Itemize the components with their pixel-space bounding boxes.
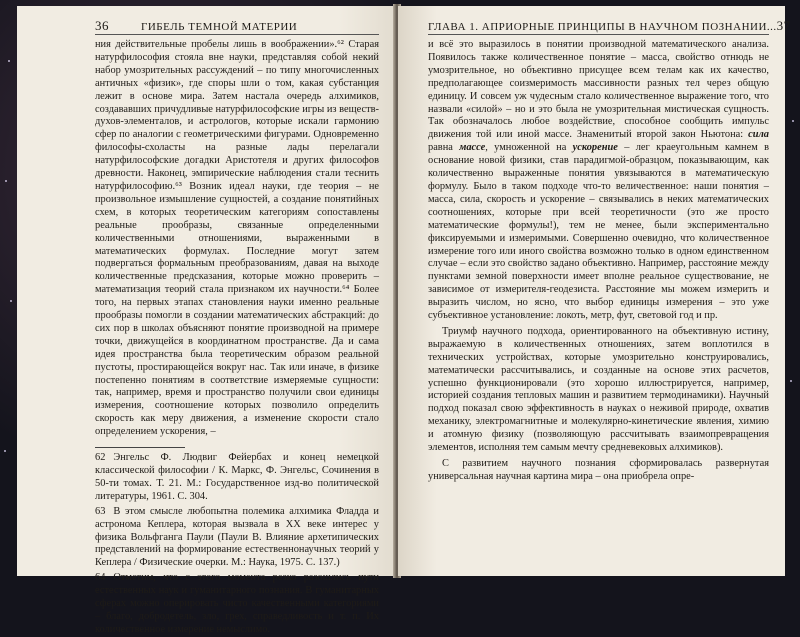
right-page [398, 6, 791, 576]
right-paragraph-2: Триумф научного подхода, ориентированного на объективную истину, выражаемую в количественных отношениях, затем воплотился в технических устройствах, которые умозрительно конструировались, математически рассчитывались, и созданные на основе этих расчетов, успешно функционировали (это хорошо иллюстрируется, например, историей создания тепловых машин и развитием термодинамики). Научный подход показал свою эффективность в науках о неживой природе, охватив механику, электромагнитные и молекулярно-кинетические явления, химию и атомную физику (позволяющую рассчитывать взаимопревращения элементов, исполняя тем самым мечту средневековых алхимиков). [428, 325, 769, 454]
left-page-body [95, 39, 379, 637]
star-speck [8, 60, 10, 62]
star-speck [10, 300, 12, 302]
star-speck [4, 450, 6, 452]
left-running-header [95, 18, 379, 35]
left-running-title: ГИБЕЛЬ ТЕМНОЙ МАТЕРИИ [141, 21, 298, 33]
emphasis-uskorenie: ускорение [572, 142, 618, 154]
footnote-divider [95, 447, 185, 448]
star-speck [792, 120, 794, 122]
emphasis-massa: массе [459, 142, 486, 154]
right-running-header [428, 18, 791, 35]
left-page-number: 36 [95, 18, 109, 33]
footnote-64: 64 Отметим, что с этого момента резко разошлись пути естественных наук и гуманитарного познания. В гуманитарных сферах можно оперировать чисто качественными категориями – благо, добродетель, зло, грех, справедливость и т. п. Их количественное измерение немыслимо. [95, 572, 379, 635]
right-page-number: 37 [776, 18, 791, 33]
left-page [17, 6, 395, 635]
right-page-body [428, 39, 769, 484]
star-speck [5, 180, 7, 182]
right-paragraph-3: С развитием научного познания сформировалась развернутая универсальная научная картина мира – она приобрела опре- [428, 458, 769, 482]
emphasis-sila: сила [748, 129, 769, 141]
star-speck [790, 380, 792, 382]
left-paragraph: ния действительные пробелы лишь в воображении».⁶² Старая натурфилософия стояла вне науки, представляя собой некий набор умозрительных рассуждений – по типу многочисленных античных «физик», где споры шли о том, какая субстанция лежит в основе мира. Затем настала очередь алхимиков, создававших причудливые натурфилософские игры из веществ-духов-элементалов, и астрологов, которые искали гармонию сфер по аналогии с геометрическими фигурами. Одновременно философы-схоласты на разные лады перелагали натурфилософские догадки Аристотеля и других философов древности. Наконец, эмпирические наблюдения стали теснить натурфилософию.⁶³ Возник идеал науки, где теория – не произвольное измышление сущностей, а создание понятийных схем, в которых теоретическим категориям сопоставлены реальные прообразы, связанные определенными количественными отношениями, выраженными в математических формулах. Последние могут затем подвергаться формальным преобразованиям, давая на выходе количественные предсказания, которые можно проверить – математизация теорий стала признаком их научности.⁶⁴ Более того, на первых этапах становления науки именно реальные прообразы помогли в создании математических абстракций: до сих пор в школах объясняют понятие производной на примере точки, движущейся в координатном пространстве. Да и сама идея пространства была теоретическим образом реальной пустоты, простирающейся вокруг нас. Так или иначе, в физике постепенно понятиям в соответствие измеряемые сущности: так, например, время и пространство получили свои единицы измерения, соотношение которых позволило определить скорость как меру движения, а изменение скорости стало определением ускорения, – [95, 39, 379, 438]
footnote-63: 63 В этом смысле любопытна полемика алхимика Фладда и астронома Кеплера, которая вызвала в XX веке интерес у физика Вольфганга Паули (Паули В. Влияние архетипических представлений на формирование естественнонаучных теорий у Кеплера / Физические очерки. М.: Наука, 1975. С. 137.) [95, 505, 379, 569]
right-running-title: ГЛАВА 1. АПРИОРНЫЕ ПРИНЦИПЫ В НАУЧНОМ ПОЗНАНИИ... [428, 21, 777, 33]
right-paragraph-1: и всё это выразилось в понятии производной математического анализа. Появилось также количественное понятие – масса, свойство отнюдь не умозрительное, но объективно присущее всем телам как их качество, предполагающее соизмеримость массивности разных тел через общую единицу. И совсем уж чудесным стало количественное выражение того, что назвали «силой» – но и это была не умозрительная мистическая сущность. Так обозначалось любое воздействие, способное сообщить импульс движения той или иной массе. Знаменитый второй закон Ньютона: сила равна массе, умноженной на ускорение – лег краеугольным камнем в основание новой физики, став парадигмой-образцом, показывающим, как количественно выраженные понятия увязываются в математическую формулу. Было в таком подходе что-то величественное: наши понятия – масса, сила, скорость и ускорение – связывались в неких математических соотношениях, которые при всей теоретичности (это же просто математические формулы!), тем не менее, были экспериментально фиксируемыми и измеримыми. Совершенно очевидно, что количественное измерение того или иного свойства возможно только в одном единственном случае – если это свойство задано объективно. Например, расстояние между пунктами земной поверхности имеет вполне реальное существование, не зависимое от измерителя-геодезиста. Расстояние мы можем измерить и выразить числом, но ясно, что выбор единицы измерения – это уже субъективное установление: локоть, метр, фут, световой год и пр. [428, 39, 770, 322]
footnote-62: 62 Энгельс Ф. Людвиг Фейербах и конец немецкой классической философии / К. Маркс, Ф. Энгельс, Сочинения в 50-ти томах. Т. 21. М.: Государственное изд-во политической литературы, 1961. С. 304. [95, 452, 379, 502]
